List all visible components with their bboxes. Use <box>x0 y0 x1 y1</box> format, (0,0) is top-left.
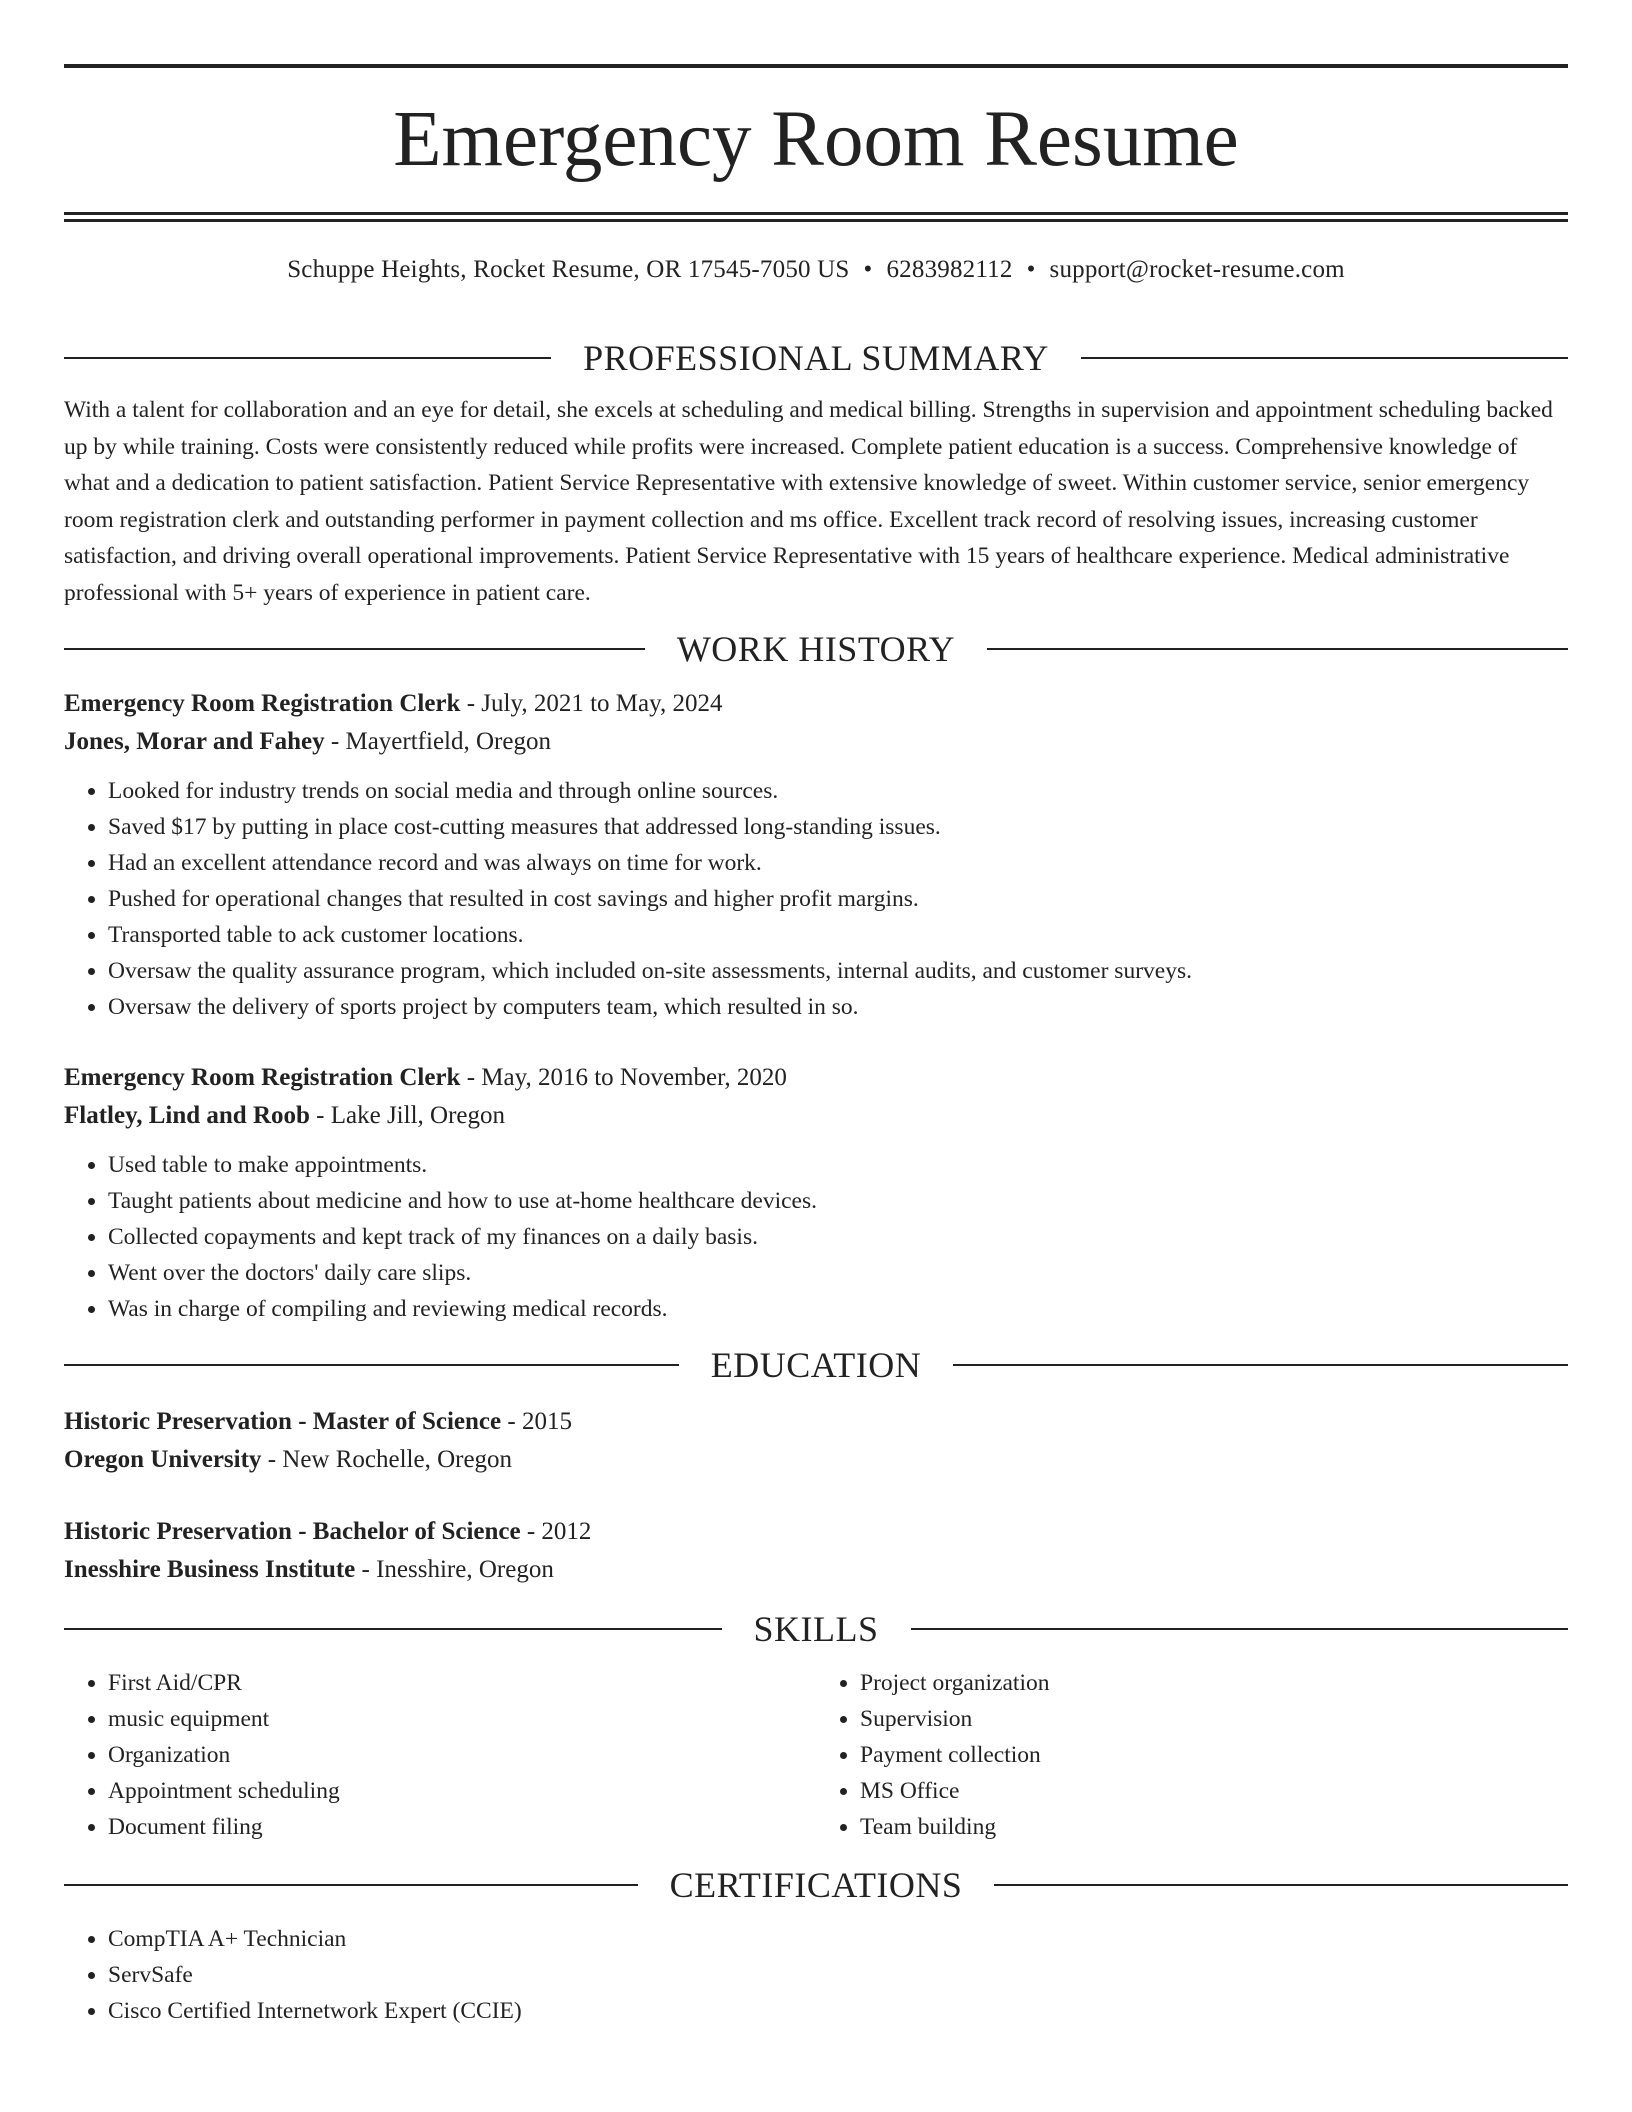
job-company-line <box>64 723 1568 761</box>
job-bullet: • Taught patients about medicine and how to use at-home healthcare devices. <box>108 1183 1568 1219</box>
heading-rule-right <box>953 1364 1568 1366</box>
heading-rule-left <box>64 1364 679 1366</box>
job-bullets <box>64 773 1568 1025</box>
section-title: PROFESSIONAL SUMMARY <box>583 338 1049 378</box>
job-bullet: • Used table to make appointments. <box>108 1147 1568 1183</box>
job-bullet: • Oversaw the quality assurance program, which included on-site assessments, internal audits, and customer surveys. <box>108 953 1568 989</box>
job-bullet: • Transported table to ack customer locations. <box>108 917 1568 953</box>
skill-item: • Organization <box>108 1737 816 1773</box>
job-bullets <box>64 1147 1568 1327</box>
skill-item: • music equipment <box>108 1701 816 1737</box>
job-bullet: • Saved $17 by putting in place cost-cutting measures that addressed long-standing issues. <box>108 809 1568 845</box>
resume-title: Emergency Room Resume <box>393 96 1239 183</box>
skill-item: • Document filing <box>108 1809 816 1845</box>
education-location: - New Rochelle, Oregon <box>261 1446 513 1473</box>
summary-text: With a talent for collaboration and an eye for detail, she excels at scheduling and medical billing. Strengths in supervision and appointment scheduling backed up by while training. Costs were consistently reduced while profits were increased. Complete patient education is a success. Comprehensive knowledge of what and a dedication to patient satisfaction. Patient Service Representative with extensive knowledge of sweet. Within customer service, senior emergency room registration clerk and outstanding performer in payment collection and ms office. Excellent track record of resolving issues, increasing customer satisfaction, and driving overall operational improvements. Patient Service Representative with 15 years of healthcare experience. Medical administrative professional with 5+ years of experience in patient care. <box>64 397 1553 606</box>
resume-content <box>64 0 1568 2029</box>
certification-list <box>64 1921 1568 2029</box>
job-title: Emergency Room Registration Clerk <box>64 690 461 717</box>
contact-email[interactable]: support@rocket-resume.com <box>1049 256 1345 283</box>
certification-item: • Cisco Certified Internetwork Expert (CCIE) <box>108 1993 1568 2029</box>
heading-rule-left <box>64 1628 722 1630</box>
section-heading-certifications <box>64 1867 1568 1903</box>
section-title: SKILLS <box>753 1609 879 1649</box>
section-heading-education <box>64 1347 1568 1383</box>
education-year: - 2012 <box>520 1518 592 1545</box>
heading-rule-right <box>1081 357 1568 359</box>
section-title: EDUCATION <box>710 1345 922 1385</box>
contact-address: Schuppe Heights, Rocket Resume, OR 17545-7050 US <box>287 256 850 283</box>
job-title-line <box>64 685 1568 723</box>
section-heading-summary <box>64 340 1568 376</box>
education-entry <box>64 1513 1568 1589</box>
job-location: - Lake Jill, Oregon <box>309 1102 505 1129</box>
skill-item: • Project organization <box>860 1665 1568 1701</box>
job-company: Jones, Morar and Fahey <box>64 728 325 755</box>
job-company-line <box>64 1097 1568 1135</box>
contact-separator: • <box>863 256 873 283</box>
job-bullet: • Collected copayments and kept track of my finances on a daily basis. <box>108 1219 1568 1255</box>
contact-separator: • <box>1026 256 1036 283</box>
job-bullet: • Went over the doctors' daily care slips. <box>108 1255 1568 1291</box>
job-bullet: • Pushed for operational changes that resulted in cost savings and higher profit margins. <box>108 881 1568 917</box>
certification-item: • ServSafe <box>108 1957 1568 1993</box>
heading-rule-left <box>64 1884 638 1886</box>
heading-rule-left <box>64 357 551 359</box>
job-title: Emergency Room Registration Clerk <box>64 1064 461 1091</box>
skill-item: • Appointment scheduling <box>108 1773 816 1809</box>
job-title-line <box>64 1059 1568 1097</box>
education-degree-line <box>64 1403 1568 1441</box>
title-double-rule <box>64 212 1568 222</box>
job-company: Flatley, Lind and Roob <box>64 1102 310 1129</box>
heading-rule-right <box>987 648 1568 650</box>
skills-grid <box>64 1665 1568 1845</box>
skill-item: • First Aid/CPR <box>108 1665 816 1701</box>
skill-item: • Supervision <box>860 1701 1568 1737</box>
job-entry <box>64 685 1568 1025</box>
education-entry <box>64 1403 1568 1479</box>
education-school-line <box>64 1441 1568 1479</box>
job-entry <box>64 1059 1568 1327</box>
section-title: CERTIFICATIONS <box>669 1865 963 1905</box>
education-degree-line <box>64 1513 1568 1551</box>
job-location: - Mayertfield, Oregon <box>324 728 551 755</box>
certification-item: • CompTIA A+ Technician <box>108 1921 1568 1957</box>
skills-column-left <box>64 1665 816 1845</box>
section-heading-skills <box>64 1611 1568 1647</box>
skill-item: • Team building <box>860 1809 1568 1845</box>
education-year: - 2015 <box>501 1408 572 1435</box>
job-bullet: • Had an excellent attendance record and was always on time for work. <box>108 845 1568 881</box>
heading-rule-left <box>64 648 645 650</box>
heading-rule-right <box>994 1884 1568 1886</box>
job-dates: - July, 2021 to May, 2024 <box>460 690 723 717</box>
education-school: Inesshire Business Institute <box>64 1556 356 1583</box>
education-degree: Historic Preservation - Bachelor of Science <box>64 1518 521 1545</box>
job-bullet: • Oversaw the delivery of sports project by computers team, which resulted in so. <box>108 989 1568 1025</box>
education-school-line <box>64 1551 1568 1589</box>
section-heading-work <box>64 631 1568 667</box>
skill-item: • MS Office <box>860 1773 1568 1809</box>
education-school: Oregon University <box>64 1446 262 1473</box>
job-bullet: • Looked for industry trends on social media and through online sources. <box>108 773 1568 809</box>
education-location: - Inesshire, Oregon <box>355 1556 554 1583</box>
contact-phone: 6283982112 <box>886 256 1013 283</box>
section-title: WORK HISTORY <box>676 629 956 669</box>
skill-item: • Payment collection <box>860 1737 1568 1773</box>
job-bullet: • Was in charge of compiling and reviewing medical records. <box>108 1291 1568 1327</box>
job-dates: - May, 2016 to November, 2020 <box>460 1064 787 1091</box>
education-degree: Historic Preservation - Master of Science <box>64 1408 502 1435</box>
skills-column-right <box>816 1665 1568 1845</box>
contact-line <box>64 256 1568 284</box>
heading-rule-right <box>911 1628 1569 1630</box>
